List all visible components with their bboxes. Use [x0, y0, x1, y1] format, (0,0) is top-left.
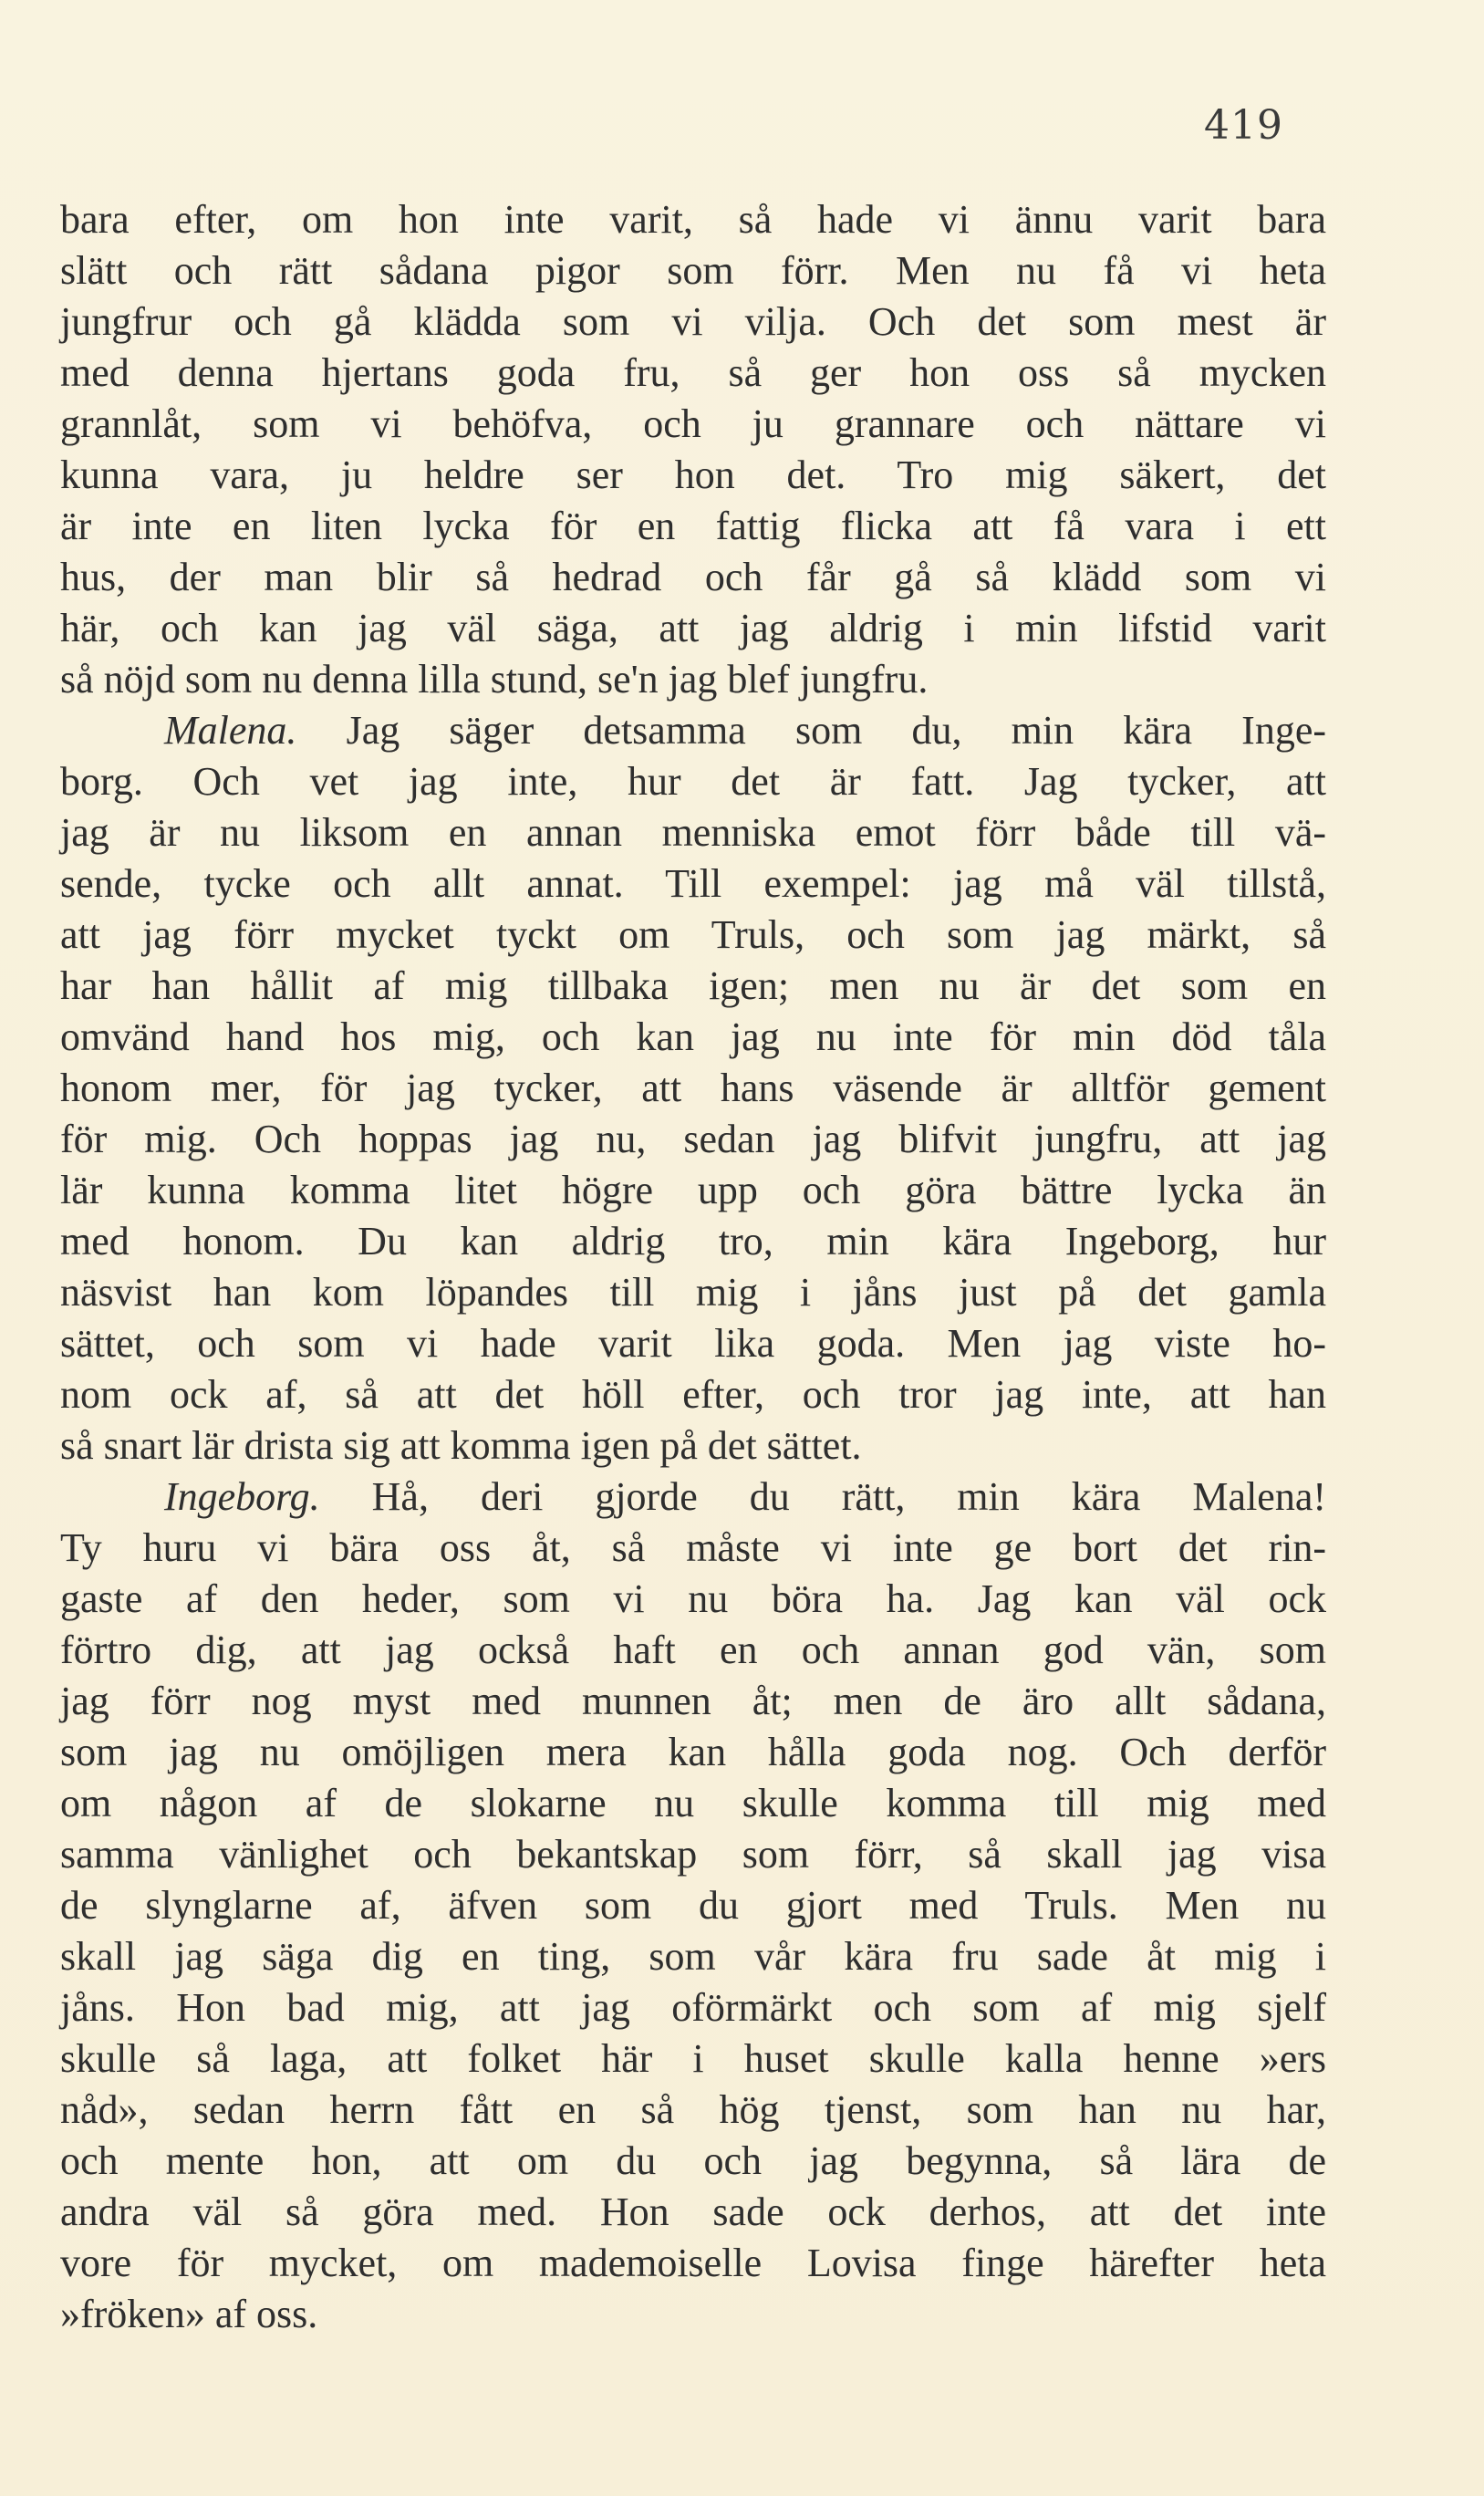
- text-line: förtro dig, att jag också haft en och annan god vän, som: [60, 1628, 1326, 1672]
- text-line: med honom. Du kan aldrig tro, min kära Ingeborg, hur: [60, 1219, 1326, 1264]
- text-line: Ty huru vi bära oss åt, så måste vi inte ge bort det rin-: [60, 1525, 1326, 1570]
- text-line: vore för mycket, om mademoiselle Lovisa finge härefter heta: [60, 2241, 1326, 2285]
- text-line: jag förr nog myst med munnen åt; men de äro allt sådana,: [60, 1679, 1326, 1723]
- text-line: och mente hon, att om du och jag begynna, så lära de: [60, 2138, 1326, 2183]
- text-line: gaste af den heder, som vi nu böra ha. Jag kan väl ock: [60, 1576, 1326, 1621]
- text-line: bara efter, om hon inte varit, så hade vi ännu varit bara: [60, 197, 1326, 242]
- text-line: kunna vara, ju heldre ser hon det. Tro mig säkert, det: [60, 452, 1326, 497]
- text-line: så snart lär drista sig att komma igen på det sättet.: [60, 1423, 862, 1468]
- text-line: har han hållit af mig tillbaka igen; men nu är det som en: [60, 963, 1326, 1008]
- text-line: omvänd hand hos mig, och kan jag nu inte för min död tåla: [60, 1014, 1326, 1059]
- page-number: 419: [1204, 102, 1283, 149]
- speaker-name-ingeborg: Ingeborg.: [164, 1474, 320, 1519]
- text-line: att jag förr mycket tyckt om Truls, och som jag märkt, så: [60, 912, 1326, 957]
- text-line: med denna hjertans goda fru, så ger hon oss så mycken: [60, 350, 1326, 395]
- text-line: nåd», sedan herrn fått en så hög tjenst, som han nu har,: [60, 2087, 1326, 2132]
- text-line: skall jag säga dig en ting, som vår kära fru sade åt mig i: [60, 1934, 1326, 1979]
- text-line: här, och kan jag väl säga, att jag aldrig i min lifstid varit: [60, 606, 1326, 650]
- text-line: slätt och rätt sådana pigor som förr. Men nu få vi heta: [60, 248, 1326, 293]
- text-line: jungfrur och gå klädda som vi vilja. Och det som mest är: [60, 299, 1326, 344]
- dialogue-line-ingeborg: [60, 1472, 1326, 1523]
- text-line: honom mer, för jag tycker, att hans väsende är alltför gement: [60, 1066, 1326, 1110]
- dialogue-line-malena: [60, 705, 1326, 756]
- speaker-name-malena: Malena.: [164, 708, 297, 753]
- text-line: om någon af de slokarne nu skulle komma till mig med: [60, 1781, 1326, 1825]
- text-line: lär kunna komma litet högre upp och göra bättre lycka än: [60, 1168, 1326, 1212]
- body-text: [60, 194, 1326, 2340]
- dialogue-text: Hå, deri gjorde du rätt, min kära Malena!: [371, 1474, 1327, 1519]
- text-line: samma vänlighet och bekantskap som förr, så skall jag visa: [60, 1832, 1326, 1877]
- text-line: borg. Och vet jag inte, hur det är fatt. Jag tycker, att: [60, 759, 1326, 804]
- text-line: skulle så laga, att folket här i huset skulle kalla henne »ers: [60, 2036, 1326, 2081]
- text-line: som jag nu omöjligen mera kan hålla goda nog. Och derför: [60, 1730, 1326, 1774]
- text-line: nom ock af, så att det höll efter, och tror jag inte, att han: [60, 1372, 1326, 1417]
- text-line: de slynglarne af, äfven som du gjort med Truls. Men nu: [60, 1883, 1326, 1928]
- text-line: hus, der man blir så hedrad och får gå så klädd som vi: [60, 555, 1326, 599]
- text-line: sende, tycke och allt annat. Till exempel: jag må väl tillstå,: [60, 861, 1326, 906]
- text-line: sättet, och som vi hade varit lika goda. Men jag viste ho-: [60, 1321, 1326, 1366]
- text-line: näsvist han kom löpandes till mig i jåns just på det gamla: [60, 1270, 1326, 1315]
- text-line: andra väl så göra med. Hon sade ock derhos, att det inte: [60, 2189, 1326, 2234]
- text-line: »fröken» af oss.: [60, 2292, 318, 2336]
- text-line: grannlåt, som vi behöfva, och ju grannare och nättare vi: [60, 401, 1326, 446]
- text-line: så nöjd som nu denna lilla stund, se'n jag blef jungfru.: [60, 657, 929, 702]
- text-line: för mig. Och hoppas jag nu, sedan jag blifvit jungfru, att jag: [60, 1117, 1326, 1161]
- text-line: är inte en liten lycka för en fattig flicka att få vara i ett: [60, 504, 1326, 548]
- dialogue-text: Jag säger detsamma som du, min kära Inge-: [346, 708, 1326, 753]
- text-line: jag är nu liksom en annan menniska emot förr både till vä-: [60, 810, 1326, 855]
- text-line: jåns. Hon bad mig, att jag oförmärkt och som af mig sjelf: [60, 1985, 1326, 2030]
